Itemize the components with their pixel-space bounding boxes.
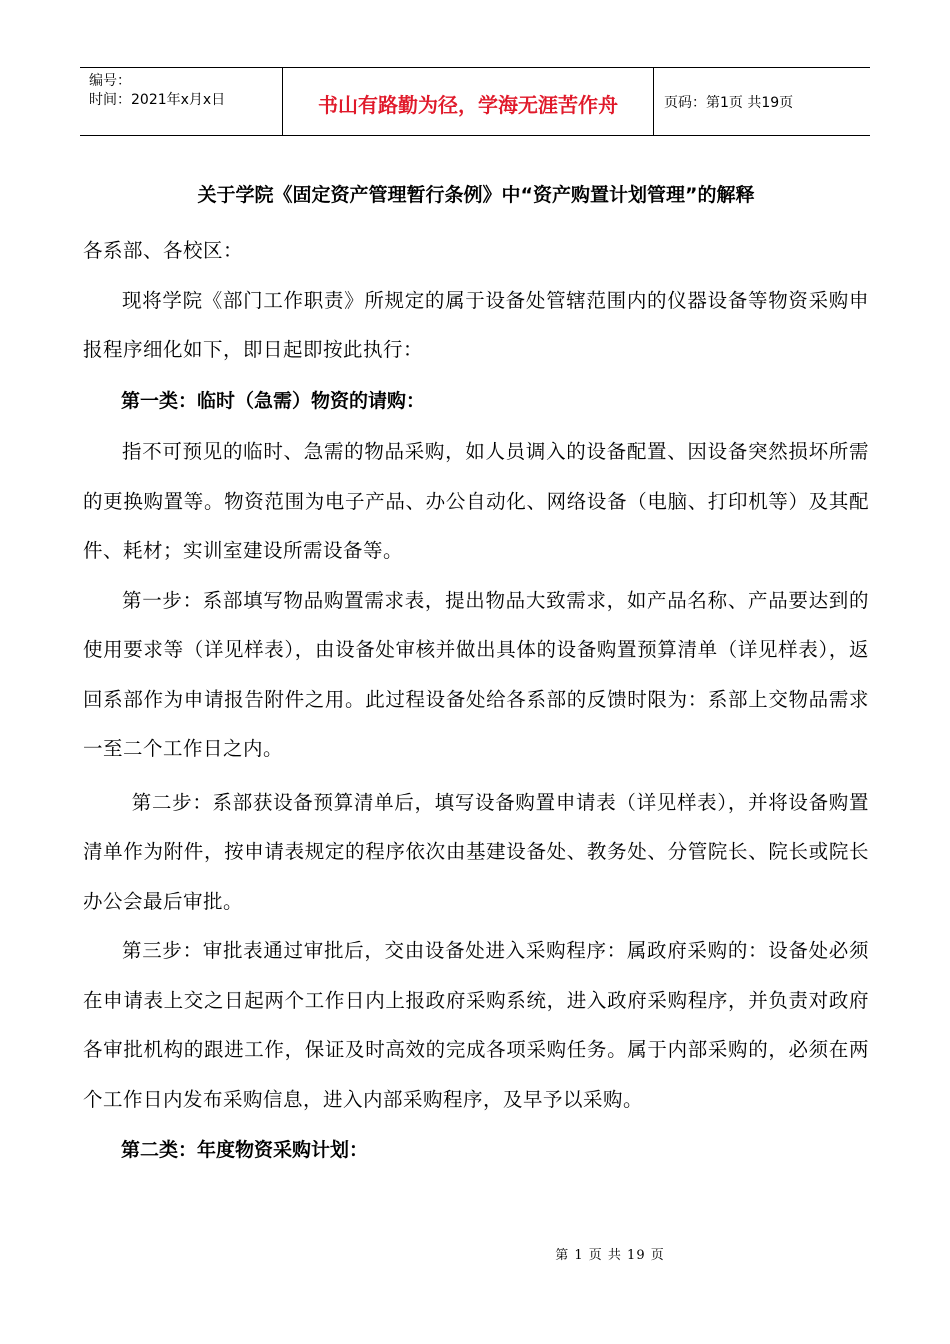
header-motto: 书山有路勤为径，学海无涯苦作舟 bbox=[283, 68, 654, 135]
document-body bbox=[83, 178, 869, 1177]
step3-paragraph: 第三步：审批表通过审批后，交由设备处进入采购程序：属政府采购的：设备处必须在申请表上交之日起两个工作日内上报政府采购系统，进入政府采购程序，并负责对政府各审批机构的跟进工作，保证及时高效的完成各项采购任务。属于内部采购的，必须在两个工作日内发布采购信息，进入内部采购程序，及早予以采购。 bbox=[83, 939, 869, 1111]
section1-heading: 第一类：临时（急需）物资的请购： bbox=[121, 389, 426, 412]
step1-paragraph: 第一步：系部填写物品购置需求表，提出物品大致需求，如产品名称、产品要达到的使用要求等（详见样表），由设备处审核并做出具体的设备购置预算清单（详见样表），返回系部作为申请报告附件之用。此过程设备处给各系部的反馈时限为：系部上交物品需求一至二个工作日之内。 bbox=[83, 588, 869, 760]
header-meta bbox=[80, 68, 283, 135]
header-page-info: 页码：第1页 共19页 bbox=[664, 94, 794, 111]
page-footer bbox=[0, 1244, 950, 1263]
document-number-label: 编号： bbox=[89, 73, 131, 89]
section1-description: 指不可预见的临时、急需的物品采购，如人员调入的设备配置、因设备突然损坏所需的更换购置等。物资范围为电子产品、办公自动化、网络设备（电脑、打印机等）及其配件、耗材；实训室建设所需设备等。 bbox=[83, 440, 869, 562]
document-title: 关于学院《固定资产管理暂行条例》中“资产购置计划管理”的解释 bbox=[197, 184, 755, 206]
page-header bbox=[80, 67, 870, 136]
step2-paragraph: 第二步：系部获设备预算清单后，填写设备购置申请表（详见样表），并将设备购置清单作为附件，按申请表规定的程序依次由基建设备处、教务处、分管院长、院长或院长办公会最后审批。 bbox=[83, 790, 869, 913]
salutation: 各系部、各校区： bbox=[83, 239, 244, 262]
document-time-label: 时间：2021年x月x日 bbox=[89, 92, 226, 108]
footer-page-number: 第 1 页 共 19 页 bbox=[555, 1248, 665, 1263]
intro-paragraph: 现将学院《部门工作职责》所规定的属于设备处管辖范围内的仪器设备等物资采购申报程序细化如下，即日起即按此执行： bbox=[83, 288, 869, 361]
section2-heading: 第二类：年度物资采购计划： bbox=[121, 1139, 369, 1161]
